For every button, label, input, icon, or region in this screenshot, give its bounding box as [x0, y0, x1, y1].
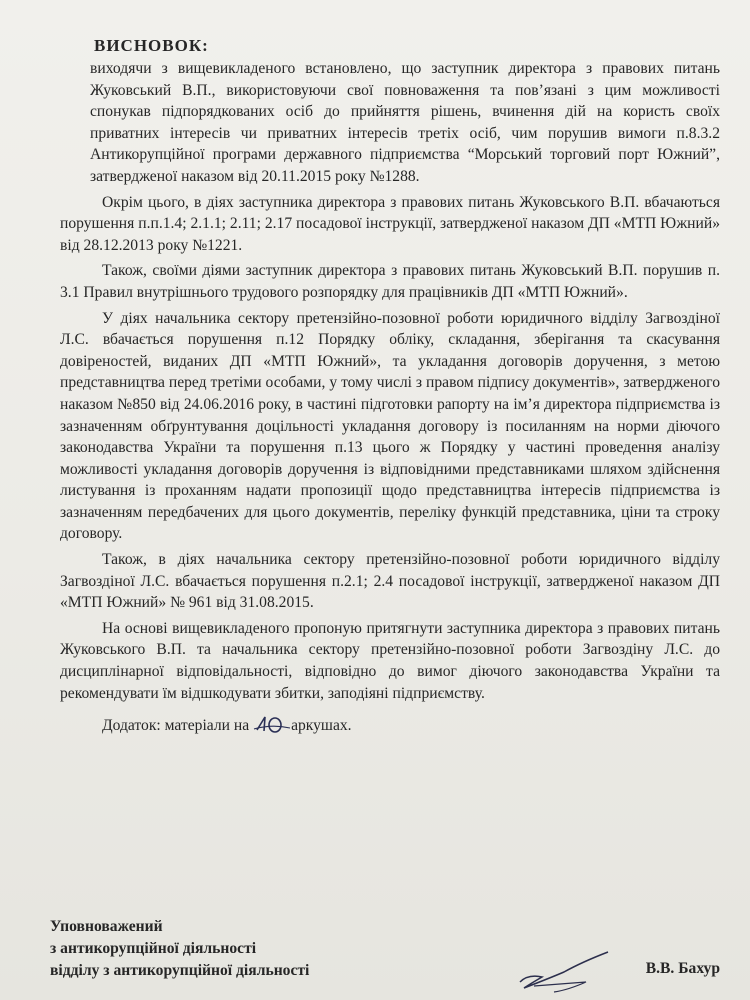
attachment-prefix: Додаток: матеріали на — [102, 717, 250, 735]
paragraph-conclusion: виходячи з вищевикладеного встановлено, що заступник директора з правових питань Жуковський В.П., використовуючи свої повноваження та пов’язані з цим можливості спонукав підпорядкованих осіб до прийняття рішень, вчинення дій на користь своїх приватних інтересів чи приватних інтересів третіх осіб, чим порушив вимоги п.8.3.2 Антикорупційної програми державного підприємства “Морський торговий порт Южний”, затвердженої наказом від 20.11.2015 року №1288. — [90, 60, 720, 185]
handwritten-signature — [490, 944, 650, 994]
signatory-title-line3: відділу з антикорупційної діяльності — [50, 962, 310, 979]
signatory-title-line2: з антикорупційної діяльності — [50, 940, 257, 957]
attachment-suffix: аркушах. — [291, 717, 352, 735]
signatory-title-line1: Уповноважений — [50, 918, 163, 935]
signatory-name: В.В. Бахур — [645, 960, 720, 977]
attachment-line — [60, 714, 720, 737]
signature-block — [50, 916, 720, 982]
paragraph-sector-head-violations: У діях начальника сектору претензійно-позовної роботи юридичного відділу Загвоздіної Л.С. вбачається порушення п.12 Порядку обліку, складання, зберігання та скасування довіреностей, виданих ДП «МТП Южний», та укладання договорів доручення, з метою представництва перед третіми особами, у тому числі з правом підпису документів», затвердженого наказом №850 від 24.06.2016 року, в частині підготовки рапорту на ім’я директора підприємства із зазначенням обґрунтування доцільності укладання договору із посиланням на норми діючого законодавства України та порушення п.13 цього ж Порядку у частині проведення аналізу можливості укладання договорів доручення із відповідними представниками шляхом здійснення листування із проханням надати пропозиції щодо представництва інтересів підприємства із зазначенням передбачених для цього документів, переліку функцій представника, ціни та строку договору. — [60, 309, 720, 543]
paragraph-additional-violations: Окрім цього, в діях заступника директора з правових питань Жуковського В.П. вбачаються порушення п.п.1.4; 2.1.1; 2.11; 2.17 посадової інструкції, затвердженої наказом ДП «МТП Южний» від 28.12.2013 року №1221. — [60, 193, 720, 254]
paragraph-job-instruction: Також, в діях начальника сектору претензійно-позовної роботи юридичного відділу Загвоздіної Л.С. вбачається порушення п.2.1; 2.4 посадової інструкції, затвердженої наказом ДП «МТП Южний» № 961 від 31.08.2015. — [60, 551, 720, 612]
paragraph-proposal: На основі вищевикладеного пропоную притягнути заступника директора з правових питань Жуковського В.П. та начальника сектору претензійно-позовної роботи Загвоздіну Л.С. до дисциплінарної відповідальності, відповідно до вимог діючого законодавства України та рекомендувати їм відшкодувати збитки, заподіяні підприємству. — [60, 619, 720, 702]
conclusion-heading: ВИСНОВОК: — [94, 36, 209, 55]
handwritten-page-count — [253, 714, 291, 734]
paragraph-labor-rules: Також, своїми діями заступник директора з правових питань Жуковський В.П. порушив п. 3.1 Правил внутрішнього трудового розпорядку для працівників ДП «МТП Южний». — [60, 262, 720, 301]
